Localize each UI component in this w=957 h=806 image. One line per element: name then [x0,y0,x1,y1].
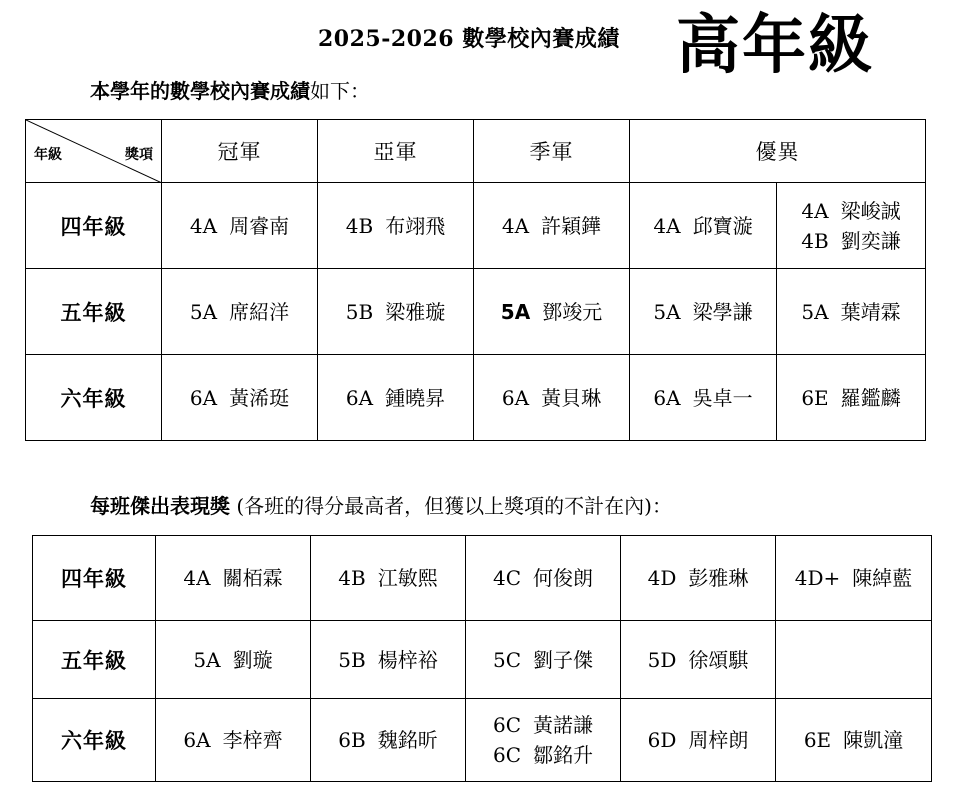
student-entry [777,297,925,327]
grade-cell: 四年級 [26,183,162,269]
class-code: 4B [345,213,374,238]
class-code: 4A [189,213,218,238]
class-code: 5A [189,299,218,324]
class-award-cell [776,699,932,782]
student-name: 羅鑑麟 [840,385,901,410]
student-name: 許穎鏵 [541,213,602,238]
student-entry [777,226,925,256]
student-entry [474,297,629,327]
student-entry [318,211,473,241]
column-header: 季軍 [474,120,630,183]
class-code: 4D+ [794,566,841,590]
grade-cell: 四年級 [33,536,156,621]
student-name: 吳卓一 [692,385,753,410]
student-entry [474,383,629,413]
student-entry [466,740,620,770]
class-award-cell [466,536,621,621]
class-code: 6C [492,743,522,767]
student-entry [466,563,620,593]
class-award-cell [156,621,311,699]
class-code: 4D [647,566,677,590]
class-code: 5A [653,299,681,324]
class-award-cell [621,536,776,621]
student-name: 徐頌騏 [688,647,749,672]
class-code: 5B [345,299,374,324]
student-name: 梁學謙 [692,299,753,324]
class-code: 5D [647,647,677,672]
student-entry [162,297,317,327]
student-name: 黃貝琳 [541,385,602,410]
student-name: 李梓齊 [222,728,283,752]
class-code: 5A [801,299,829,324]
student-name: 邱寶漩 [692,213,753,238]
student-entry [466,645,620,675]
award-cell [162,269,318,355]
table-row [26,355,926,441]
class-award-note: (各班的得分最高者，但獲以上獎項的不計在內)： [230,494,672,518]
grade-cell: 五年級 [26,269,162,355]
student-name: 鄒銘升 [533,743,594,767]
class-award-cell [156,699,311,782]
corner-cell [26,120,162,183]
student-entry [621,725,775,755]
student-entry [156,645,310,675]
student-name: 楊梓裕 [377,647,438,672]
award-cell [777,269,926,355]
student-name: 劉子傑 [533,647,594,672]
class-code: 4A [183,566,211,590]
class-award-cell [311,699,466,782]
student-entry [621,563,775,593]
table-row [26,269,926,355]
corner-label-award: 獎項 [125,147,153,163]
student-entry [162,211,317,241]
class-code: 6A [501,385,530,410]
class-award-cell [776,621,932,699]
column-header: 亞軍 [318,120,474,183]
student-name: 陳綽藍 [852,566,913,590]
table-row [33,699,932,782]
student-name: 席紹洋 [229,299,290,324]
student-name: 陳凱潼 [843,728,904,752]
award-cell [630,269,777,355]
student-name: 鍾曉昇 [385,385,446,410]
student-name: 關栢霖 [222,566,283,590]
student-entry [776,563,931,593]
class-award-cell [311,536,466,621]
class-award-cell [776,536,932,621]
table-row [33,621,932,699]
table-row [33,536,932,621]
student-entry [311,645,465,675]
award-cell [318,183,474,269]
class-code: 5B [338,647,366,672]
class-award-cell [156,536,311,621]
award-cell [162,355,318,441]
student-name: 劉奕謙 [840,228,901,253]
student-entry [474,211,629,241]
class-code: 5C [492,647,522,672]
class-code: 6B [338,728,366,752]
grade-level-label: 高年級 [676,9,874,83]
award-cell [630,355,777,441]
student-entry [466,710,620,740]
student-entry [311,725,465,755]
intro-rest: 如下： [310,79,370,103]
award-cell [318,355,474,441]
table-row [26,183,926,269]
student-entry [621,645,775,675]
class-code: 4C [492,566,522,590]
student-entry [630,211,776,241]
class-code: 4A [653,213,681,238]
award-cell [474,269,630,355]
class-award-cell [466,699,621,782]
student-name: 黃諾謙 [533,713,594,737]
student-entry [156,725,310,755]
column-header: 優異 [630,120,926,183]
student-entry [777,196,925,226]
student-name: 周梓朗 [688,728,749,752]
award-cell [630,183,777,269]
class-award-table [32,535,932,782]
student-name: 劉璇 [232,647,273,672]
student-name: 魏銘昕 [377,728,438,752]
class-award-title: 每班傑出表現獎 [90,494,230,518]
class-award-cell [311,621,466,699]
class-code: 6A [653,385,681,410]
class-code: 6A [345,385,374,410]
class-code: 4A [501,213,530,238]
class-code: 6C [492,713,522,737]
student-entry [776,725,931,755]
class-award-heading [90,490,672,519]
class-code: 6E [803,728,832,752]
student-name: 鄧竣元 [542,299,603,324]
award-cell [474,183,630,269]
student-entry [318,383,473,413]
student-entry [318,297,473,327]
student-name: 葉靖霖 [840,299,901,324]
intro-strong: 本學年的數學校內賽成績 [90,79,310,103]
class-award-cell [621,699,776,782]
student-name: 布翊飛 [385,213,446,238]
grade-cell: 六年級 [33,699,156,782]
award-cell [318,269,474,355]
corner-label-grade: 年級 [34,147,62,163]
class-code: 4A [801,198,829,223]
class-code: 6E [801,385,829,410]
grade-cell: 五年級 [33,621,156,699]
student-entry [162,383,317,413]
student-name: 梁雅璇 [385,299,446,324]
class-code: 5A [193,647,221,672]
class-code: 4B [801,228,829,253]
student-name: 江敏熙 [377,566,438,590]
intro-text [90,75,370,104]
class-code: 6A [189,385,218,410]
awards-table [25,119,926,441]
award-cell [777,355,926,441]
award-cell [777,183,926,269]
class-code: 4B [338,566,366,590]
award-cell [162,183,318,269]
student-entry [777,383,925,413]
class-award-cell [621,621,776,699]
student-entry [311,563,465,593]
class-code: 5A [500,299,531,324]
student-entry [156,563,310,593]
page-title: 2025-2026 數學校內賽成績 [318,26,620,52]
student-name: 黃浠珽 [229,385,290,410]
class-award-cell [466,621,621,699]
student-name: 梁峻誠 [840,198,901,223]
column-header: 冠軍 [162,120,318,183]
student-name: 何俊朗 [533,566,594,590]
student-name: 彭雅琳 [688,566,749,590]
award-cell [474,355,630,441]
student-name: 周睿南 [229,213,290,238]
class-code: 6A [183,728,211,752]
class-code: 6D [647,728,677,752]
header-row [26,120,926,183]
grade-cell: 六年級 [26,355,162,441]
student-entry [630,383,776,413]
student-entry [630,297,776,327]
